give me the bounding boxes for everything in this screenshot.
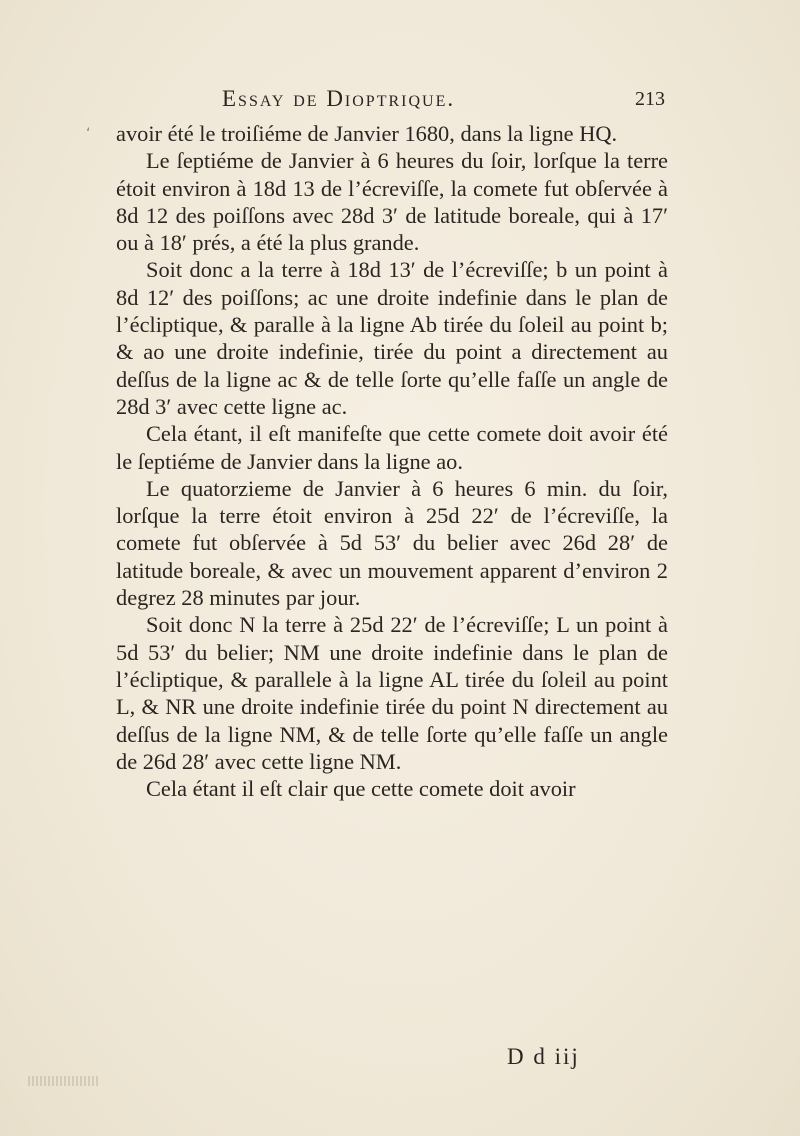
margin-mark: ‘ [86,126,91,142]
paragraph-construction-n: Soit donc N la terre à 25d 22′ de l’écreviſſe; L un point à 5d 53′ du belier; NM une droite indefinie dans le plan de l’écliptique, & parallele à la ligne AL tirée du ſoleil au point L, & NR une droite indefinie tirée du point N directement au deſſus de la ligne NM, & de telle ſorte qu’elle faſſe un angle de 26d 28′ avec cette ligne NM. [116,612,668,774]
paragraph-conclusion-ao: Cela étant, il eſt manifeſte que cette comete doit avoir été le ſeptiéme de Janvier dans la ligne ao. [116,421,668,474]
paragraph-continuation: avoir été le troiſiéme de Janvier 1680, dans la ligne HQ. [116,121,618,146]
page-header [222,86,665,122]
ink-smudge [28,1076,98,1086]
running-head: Essay de Dioptrique. [222,86,456,111]
paragraph-observation-january-7: Le ſeptiéme de Janvier à 6 heures du ſoir, lorſque la terre étoit environ à 18d 13 de l’écreviſſe, la comete fut obſervée à 8d 12 des poiſſons avec 28d 3′ de latitude boreale, qui à 17′ ou à 18′ prés, a été la plus grande. [116,148,668,256]
paragraph-observation-january-14: Le quatorzieme de Janvier à 6 heures 6 min. du ſoir, lorſque la terre étoit environ à 25d 22′ de l’écreviſſe, la comete fut obſervée à 5d 53′ du belier avec 26d 28′ de latitude boreale, & avec un mouvement apparent d’environ 2 degrez 28 minutes par jour. [116,475,668,611]
paragraph-construction-a: Soit donc a la terre à 18d 13′ de l’écreviſſe; b un point à 8d 12′ des poiſſons; ac une droite indefinie dans le plan de l’écliptique, & paralle à la ligne Ab tirée du ſoleil au point b; & ao une droite indefinie, tirée du point a directement au deſſus de la ligne ac & de telle ſorte qu’elle faſſe un angle de 28d 3′ avec cette ligne ac. [116,257,668,419]
paragraph-final: Cela étant il eſt clair que cette comete doit avoir [146,776,576,802]
body-text [116,120,668,802]
page-number: 213 [635,88,665,110]
signature-catchword: D d iij [507,1044,580,1069]
